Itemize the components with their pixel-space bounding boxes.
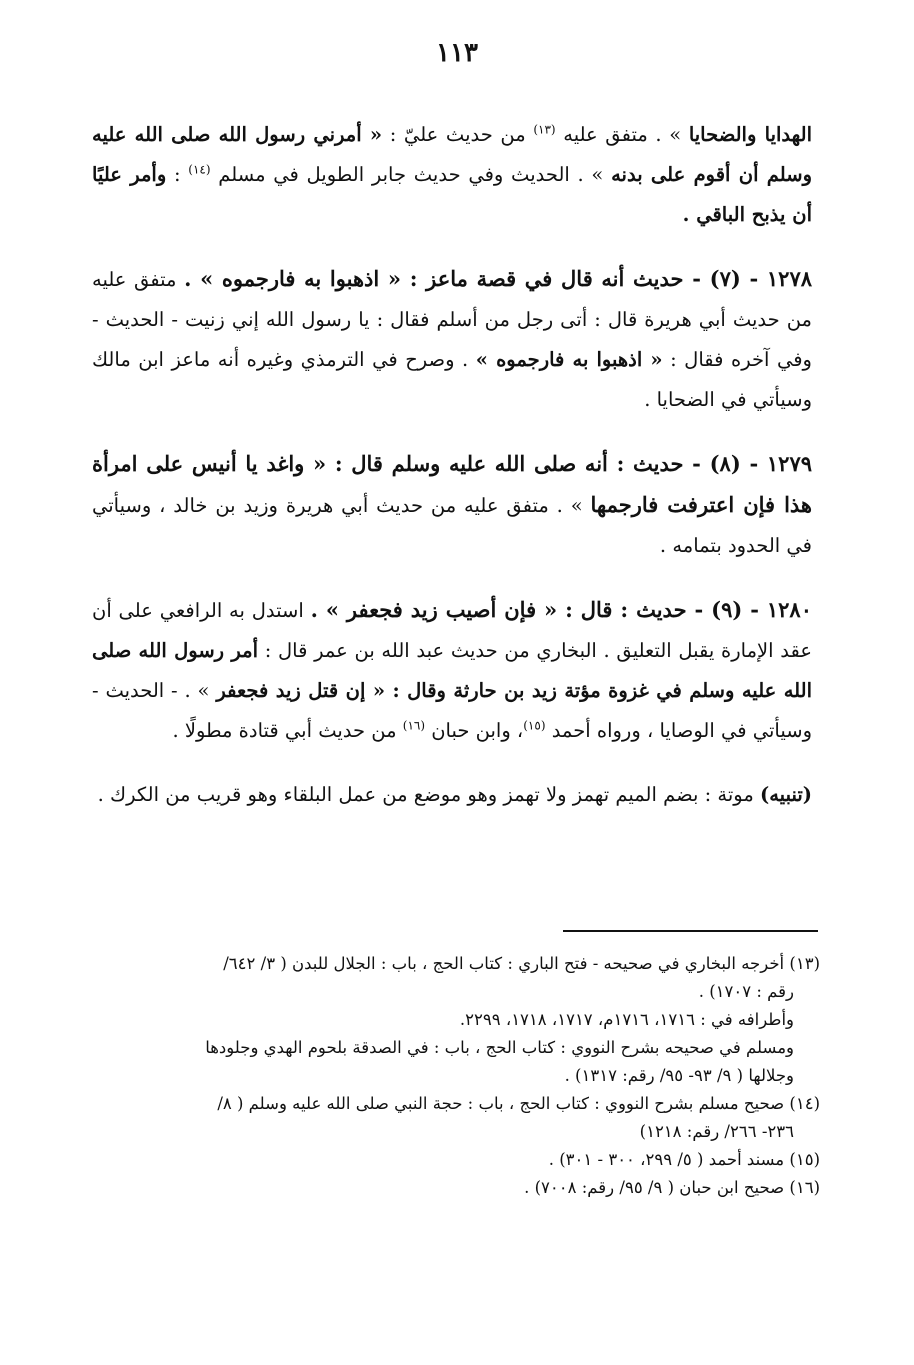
footnote-line: ٢٣٦- ٢٦٦/ رقم: ١٢١٨): [639, 1122, 794, 1141]
footnote-separator: [563, 930, 818, 932]
footnote-line: رقم : ١٧٠٧) .: [698, 982, 794, 1001]
text-run: ، وابن حبان: [425, 719, 524, 742]
main-text: [92, 115, 812, 839]
hadith-heading: ١٢٧٨ - (٧) - حديث أنه قال في قصة ماعز : « اذهبوا به فارجموه » .: [184, 266, 813, 291]
text-run: استدل به الرافعي على أن عقد الإمارة يقبل التعليق . البخاري من حديث عبد الله بن عمر قال :: [92, 599, 812, 662]
footnote-ref-15: (١٥): [523, 718, 546, 733]
hadith-quote: « اذهبوا به فارجموه »: [475, 348, 663, 371]
footnote-15: (١٥) مسند أحمد ( ٥/ ٢٩٩، ٣٠٠ - ٣٠١) .: [548, 1150, 820, 1169]
note-paragraph: [92, 775, 812, 815]
footnote-line: (١٣) أخرجه البخاري في صحيحه - فتح الباري : كتاب الحج ، باب : الجلال للبدن ( ٣/ ٦٤٢/: [223, 954, 820, 973]
text-run: » . الحديث وفي حديث جابر الطويل في مسلم: [210, 163, 612, 186]
bold-phrase: الهدايا والضحايا: [688, 123, 812, 146]
paragraph-continuation: [92, 115, 812, 235]
footnote-ref-13: (١٣): [533, 122, 556, 137]
text-run: من حديث عليّ :: [382, 123, 534, 146]
hadith-heading: ١٢٧٩ - (٨) - حديث : أنه صلى الله عليه وسلم قال : « واغد يا أنيس على امرأة هذا فإن اعترفت فارجمها: [92, 451, 813, 517]
bold-phrase: وأمر عليًا أن يذبح الباقي .: [92, 163, 812, 226]
text-run: متفق عليه من حديث أبي هريرة قال : أتى رجل من أسلم فقال : يا رسول الله إني زنيت - الحديث - وفي آخره فقال :: [92, 268, 812, 371]
text-run: موتة : بضم الميم تهمز ولا تهمز وهو موضع من عمل البلقاء وهو قريب من الكرك .: [97, 783, 760, 806]
footnote-line: وجلالها ( ٩/ ٩٣- ٩٥/ رقم: ١٣١٧) .: [564, 1066, 794, 1085]
footnotes: [95, 950, 820, 1202]
text-run: :: [173, 163, 189, 186]
hadith-heading: ١٢٨٠ - (٩) - حديث : قال : « فإن أصيب زيد فجعفر » .: [310, 597, 812, 622]
footnote-13: [95, 950, 820, 1006]
page-number: ١١٣: [436, 38, 478, 68]
footnote-line: [95, 1034, 820, 1090]
footnote-line: ومسلم في صحيحه بشرح النووي : كتاب الحج ، باب : في الصدقة بلحوم الهدي وجلودها: [205, 1038, 794, 1057]
hadith-quote: « أمرني رسول الله صلى الله عليه وسلم أن أقوم على بدنه: [92, 123, 812, 186]
text-run: » . متفق عليه من حديث أبي هريرة وزيد بن خالد ، وسيأتي في الحدود بتمامه .: [92, 494, 812, 557]
hadith-1279: [92, 444, 812, 566]
footnote-14: [95, 1090, 820, 1146]
footnote-ref-16: (١٦): [402, 718, 426, 733]
hadith-1278: [92, 259, 812, 420]
footnote-line: وأطرافه في : ١٧١٦، ١٧١٦م، ١٧١٧، ١٧١٨، ٢٢٩٩.: [459, 1010, 794, 1029]
text-run: » . متفق عليه: [555, 123, 689, 146]
hadith-1280: [92, 590, 812, 751]
text-run: من حديث أبي قتادة مطولًا .: [172, 719, 403, 742]
note-label: (تنبيه): [760, 783, 812, 806]
text-run: . وصرح في الترمذي وغيره أنه ماعز ابن مالك وسيأتي في الضحايا .: [92, 348, 812, 411]
text-run: » . - الحديث - وسيأتي في الوصايا ، ورواه أحمد: [92, 679, 812, 742]
footnote-line: (١٤) صحيح مسلم بشرح النووي : كتاب الحج ، باب : حجة النبي صلى الله عليه وسلم ( ٨/: [217, 1094, 820, 1113]
footnote-16: (١٦) صحيح ابن حبان ( ٩/ ٩٥/ رقم: ٧٠٠٨) .: [524, 1178, 820, 1197]
footnote-ref-14: (١٤): [188, 162, 211, 177]
hadith-quote: أمر رسول الله صلى الله عليه وسلم في غزوة مؤتة زيد بن حارثة وقال : « إن قتل زيد فجعفر: [92, 639, 812, 702]
